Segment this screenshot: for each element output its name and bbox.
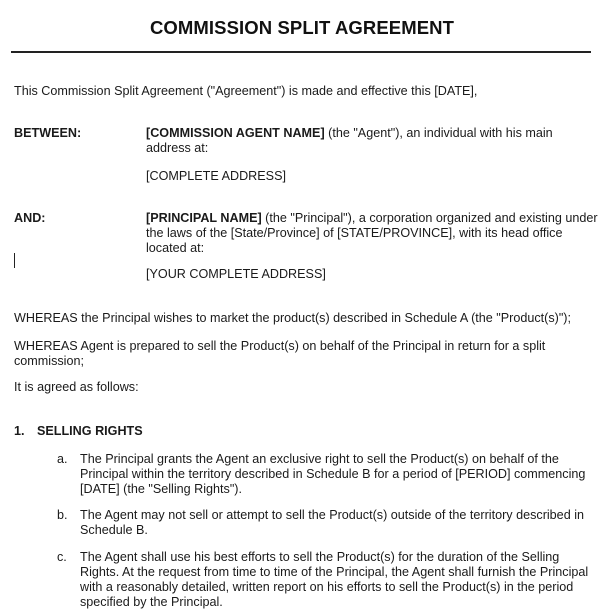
list-item-marker-b: b.: [57, 508, 68, 522]
section-1-heading: [14, 424, 143, 439]
list-item-marker-c: c.: [57, 550, 67, 564]
list-item-c-line-1: The Agent shall use his best efforts to sell the Product(s) for the duration of the Selling: [80, 550, 560, 564]
list-item-a-line-3: [DATE] (the "Selling Rights").: [80, 482, 242, 496]
list-item-b-line-1: The Agent may not sell or attempt to sell the Product(s) outside of the territory described in: [80, 508, 584, 522]
agent-address: [COMPLETE ADDRESS]: [146, 169, 286, 183]
agent-party-line-1-rest: (the "Agent"), an individual with his main: [324, 126, 553, 140]
list-item-marker-a: a.: [57, 452, 68, 466]
whereas-paragraph-2-line-1: WHEREAS Agent is prepared to sell the Product(s) on behalf of the Principal in return for a split: [14, 339, 546, 353]
document-title: COMMISSION SPLIT AGREEMENT: [149, 17, 455, 38]
agent-party-block: [146, 126, 594, 156]
whereas-paragraph-1: WHEREAS the Principal wishes to market the product(s) described in Schedule A (the "Product(s)");: [14, 311, 572, 325]
principal-party-block: [146, 211, 598, 256]
list-item-c-line-3: with a reasonably detailed, written report on his efforts to sell the Product(s) in the period: [80, 580, 574, 594]
principal-party-line-3: located at:: [146, 241, 205, 255]
agent-party-line-2: address at:: [146, 141, 209, 155]
section-1-number: 1.: [14, 424, 25, 438]
agent-party-line-1: [146, 126, 594, 141]
list-item-b-line-2: Schedule B.: [80, 523, 148, 537]
principal-name-placeholder: [PRINCIPAL NAME]: [146, 211, 262, 225]
principal-party-line-1: [146, 211, 598, 226]
section-1-title: SELLING RIGHTS: [37, 424, 143, 438]
list-item-a: [80, 452, 595, 497]
and-label: AND:: [14, 211, 46, 225]
principal-address: [YOUR COMPLETE ADDRESS]: [146, 267, 326, 281]
title-divider: [11, 51, 591, 53]
list-item-a-line-1: The Principal grants the Agent an exclusive right to sell the Product(s) on behalf of the: [80, 452, 559, 466]
list-item-c-line-2: Rights. At the request from time to time of the Principal, the Agent shall furnish the Principal: [80, 565, 589, 579]
list-item-b: [80, 508, 595, 538]
list-item-c: [80, 550, 595, 610]
whereas-paragraph-2-line-2: commission;: [14, 354, 84, 368]
list-item-c-line-4: specified by the Principal.: [80, 595, 223, 609]
text-cursor: [14, 253, 15, 268]
list-item-a-line-2: Principal within the territory described in Schedule B for a period of [PERIOD] commencing: [80, 467, 586, 481]
agent-name-placeholder: [COMMISSION AGENT NAME]: [146, 126, 325, 140]
principal-party-line-2: the laws of the [State/Province] of [STATE/PROVINCE], with its head office: [146, 226, 563, 240]
between-label: BETWEEN:: [14, 126, 82, 140]
intro-paragraph: This Commission Split Agreement ("Agreement") is made and effective this [DATE],: [14, 84, 478, 98]
agreed-paragraph: It is agreed as follows:: [14, 380, 139, 394]
principal-party-line-1-rest: (the "Principal"), a corporation organized and existing under: [261, 211, 598, 225]
